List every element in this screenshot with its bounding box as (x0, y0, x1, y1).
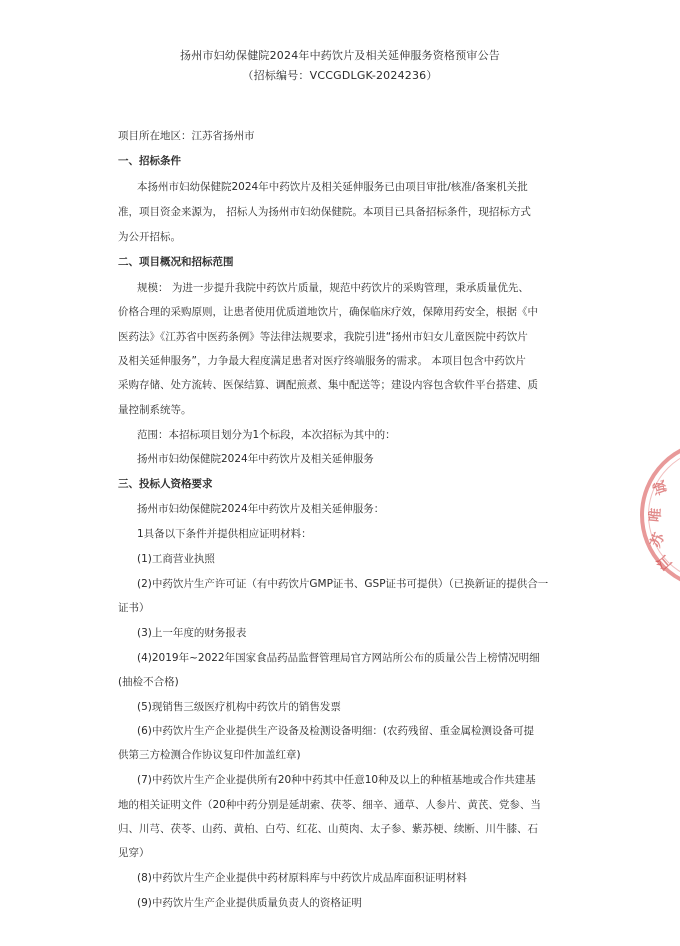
paragraph-line: 规模： 为进一步提升我院中药饮片质量，规范中药饮片的采购管理，秉承质量优先、 (137, 282, 529, 294)
requirement-item: (抽检不合格) (118, 676, 179, 688)
requirement-item: (2)中药饮片生产许可证（有中药饮片GMP证书、GSP证书可提供）（已换新证的提供合一 (137, 578, 549, 590)
paragraph-line: 准，项目资金来源为， 招标人为扬州市妇幼保健院。本项目已具备招标条件，现招标方式 (118, 206, 531, 218)
seal-char: 诚 (651, 478, 671, 497)
requirement-item: (7)中药饮片生产企业提供所有20种中药其中任意10种及以上的种植基地或合作共建基 (137, 774, 536, 786)
paragraph-line: 及相关延伸服务”，力争最大程度满足患者对医疗终端服务的需求。 本项目包含中药饮片 (118, 355, 526, 367)
seal-char: 苏 (647, 530, 669, 551)
requirement-item: (4)2019年~2022年国家食品药品监督管理局官方网站所公布的质量公告上榜情况明细 (137, 652, 540, 664)
requirement-item: 供第三方检测合作协议复印件加盖红章) (118, 749, 301, 761)
paragraph-line: 扬州市妇幼保健院2024年中药饮片及相关延伸服务 (137, 453, 374, 465)
requirement-item: (5)现销售三级医疗机构中药饮片的销售发票 (137, 701, 341, 713)
requirement-item: 地的相关证明文件（20种中药分别是延胡索、茯苓、细辛、通草、人参片、黄芪、党参、当 (118, 799, 541, 811)
requirement-item: 归、川芎、茯苓、山药、黄柏、白芍、红花、山萸肉、太子参、紫苏梗、续断、川牛膝、石 (118, 823, 538, 835)
paragraph-line: 采购存储、处方流转、医保结算、调配煎煮、集中配送等；建设内容包含软件平台搭建、质 (118, 379, 538, 391)
tender-number: （招标编号：VCCGDLGK-2024236） (242, 69, 438, 82)
seal-char: 唯 (647, 507, 665, 523)
requirement-item: 见穿） (118, 847, 150, 859)
section-heading-3: 三、投标人资格要求 (118, 478, 213, 490)
requirement-item: (3)上一年度的财务报表 (137, 627, 247, 639)
requirement-item: (8)中药饮片生产企业提供中药材原料库与中药饮片成品库面积证明材料 (137, 872, 467, 884)
paragraph-line: 为公开招标。 (118, 231, 181, 243)
paragraph-line: 扬州市妇幼保健院2024年中药饮片及相关延伸服务： (137, 503, 385, 515)
section-heading-1: 一、招标条件 (118, 155, 181, 167)
paragraph-line: 范围：本招标项目划分为1个标段，本次招标为其中的： (137, 429, 396, 441)
section-heading-2: 二、项目概况和招标范围 (118, 256, 234, 268)
requirement-item: (1)工商营业执照 (137, 553, 215, 565)
paragraph-line: 本扬州市妇幼保健院2024年中药饮片及相关延伸服务已由项目审批/核准/备案机关批 (137, 181, 528, 193)
paragraph-line: 1具备以下条件并提供相应证明材料： (137, 528, 312, 540)
requirement-item: 证书） (118, 602, 150, 614)
paragraph-line: 量控制系统等。 (118, 404, 192, 416)
requirement-item: (9)中药饮片生产企业提供质量负责人的资格证明 (137, 897, 362, 909)
seal-char: 江 (654, 553, 676, 575)
project-location: 项目所在地区：江苏省扬州市 (118, 130, 255, 142)
paragraph-line: 价格合理的采购原则，让患者使用优质道地饮片，确保临床疗效，保障用药安全，根据《中 (118, 306, 538, 318)
requirement-item: (6)中药饮片生产企业提供生产设备及检测设备明细：(农药残留、重金属检测设备可提 (137, 725, 534, 737)
document-title: 扬州市妇幼保健院2024年中药饮片及相关延伸服务资格预审公告 (180, 49, 500, 62)
paragraph-line: 医药法》《江苏省中医药条例》等法律法规要求，我院引进“扬州市妇女儿童医院中药饮片 (118, 331, 528, 343)
